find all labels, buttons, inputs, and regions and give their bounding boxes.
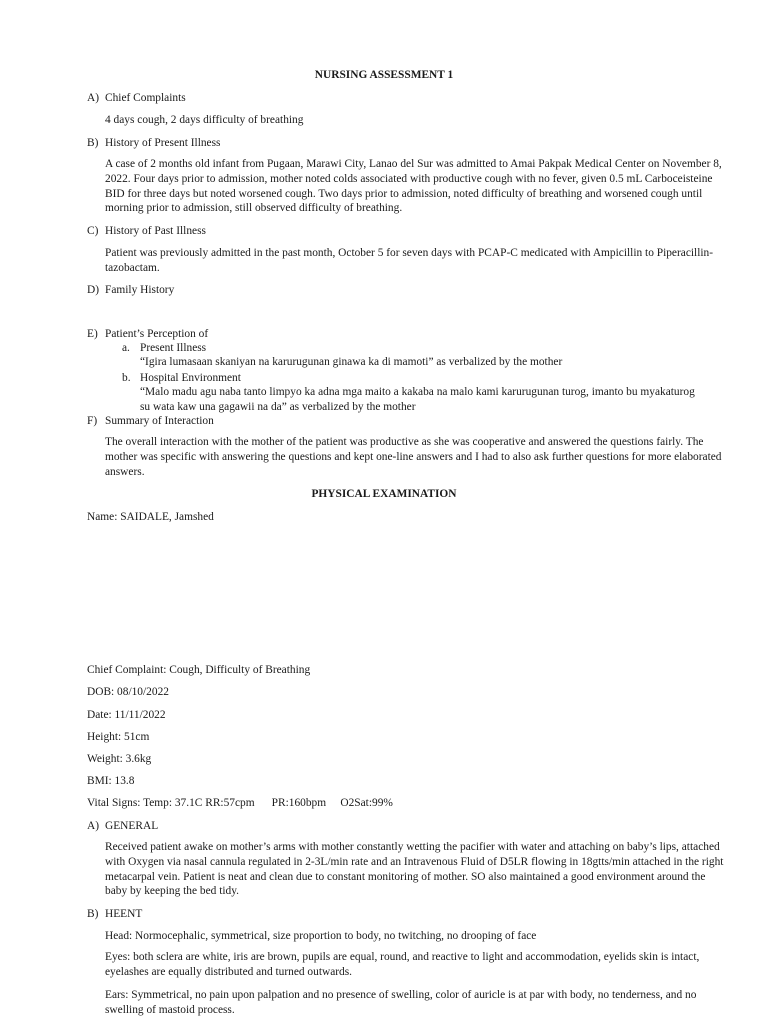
section-title: Patient’s Perception of bbox=[105, 328, 209, 340]
section-title: HEENT bbox=[105, 908, 143, 920]
bmi: BMI: 13.8 bbox=[87, 775, 135, 787]
section-body: The overall interaction with the mother of the patient was productive as she was cooperative and answered the questions fairly. The mother was specific with answering the questions and kept one-line answers and I had to also ask further questions for more elaborated answers. bbox=[105, 436, 722, 478]
section-title: Family History bbox=[105, 284, 175, 296]
subitem-marker: a. bbox=[122, 342, 130, 354]
section-body: Patient was previously admitted in the past month, October 5 for seven days with PCAP-C medicated with Ampicillin to Piperacillin-tazobactam. bbox=[105, 247, 714, 274]
vital-signs: Vital Signs: Temp: 37.1C RR:57cpm PR:160bpm O2Sat:99% bbox=[87, 797, 393, 809]
subitem-body: “Malo madu agu naba tanto limpyo ka adna mga maito a kakaba na malo kami karurugunan turog, imanto bu myakaturog su wata kaw una gagawii na da” as verbalized by the mother bbox=[140, 386, 695, 413]
section-marker: C) bbox=[87, 225, 99, 237]
patient-name: Name: SAIDALE, Jamshed bbox=[87, 511, 214, 523]
heent-eyes: Eyes: both sclera are white, iris are brown, pupils are equal, round, and reactive to light and accommodation, eyelids skin is intact, eyelashes are equally distributed and turned outwards. bbox=[105, 951, 700, 978]
section-marker: A) bbox=[87, 820, 100, 832]
section-title: Summary of Interaction bbox=[105, 415, 214, 427]
section-body: Received patient awake on mother’s arms with mother constantly wetting the pacifier with water and attaching on baby’s lips, attached with Oxygen via nasal cannula regulated in 2-3L/min rate and an Intravenous Fluid of D5LR flowing in 18gtts/min attached in the right metacarpal vein. Patient is neat and clean due to constant monitoring of mother. SO also maintained a good environment around the baby by keeping the bed tidy. bbox=[105, 841, 724, 898]
section-body: 4 days cough, 2 days difficulty of breathing bbox=[105, 114, 304, 126]
subitem-title: Hospital Environment bbox=[140, 372, 241, 384]
section-title: History of Past Illness bbox=[105, 225, 206, 237]
heent-head: Head: Normocephalic, symmetrical, size proportion to body, no twitching, no drooping of face bbox=[105, 930, 537, 942]
section-marker: B) bbox=[87, 137, 99, 149]
exam-date: Date: 11/11/2022 bbox=[87, 709, 166, 721]
section-title: History of Present Illness bbox=[105, 137, 221, 149]
section-marker: B) bbox=[87, 908, 99, 920]
subitem-title: Present Illness bbox=[140, 342, 207, 354]
heent-ears: Ears: Symmetrical, no pain upon palpation and no presence of swelling, color of auricle is at par with body, no tenderness, and no swelling of mastoid process. bbox=[105, 989, 697, 1016]
section-marker: E) bbox=[87, 328, 98, 340]
physical-exam-title: PHYSICAL EXAMINATION bbox=[311, 488, 457, 500]
height: Height: 51cm bbox=[87, 731, 150, 743]
subitem-marker: b. bbox=[122, 372, 131, 384]
section-marker: F) bbox=[87, 415, 98, 427]
section-title: GENERAL bbox=[105, 820, 159, 832]
weight: Weight: 3.6kg bbox=[87, 753, 152, 765]
chief-complaint: Chief Complaint: Cough, Difficulty of Breathing bbox=[87, 664, 311, 676]
section-marker: D) bbox=[87, 284, 100, 296]
subitem-body: “Igira lumasaan skaniyan na karurugunan ginawa ka di mamoti” as verbalized by the mother bbox=[140, 356, 563, 368]
section-marker: A) bbox=[87, 92, 100, 104]
section-body: A case of 2 months old infant from Pugaan, Marawi City, Lanao del Sur was admitted to Amai Pakpak Medical Center on November 8, 2022. Four days prior to admission, mother noted colds associated with productive cough with no fever, given 0.5 mL Carboceisteine BID for three days but noted worsened cough. Two days prior to admission, noted difficulty of breathing and worsened cough until morning prior to admission, still observed difficulty of breathing. bbox=[105, 158, 722, 215]
section-title: Chief Complaints bbox=[105, 92, 186, 104]
page-title: NURSING ASSESSMENT 1 bbox=[314, 69, 454, 81]
date-of-birth: DOB: 08/10/2022 bbox=[87, 686, 169, 698]
